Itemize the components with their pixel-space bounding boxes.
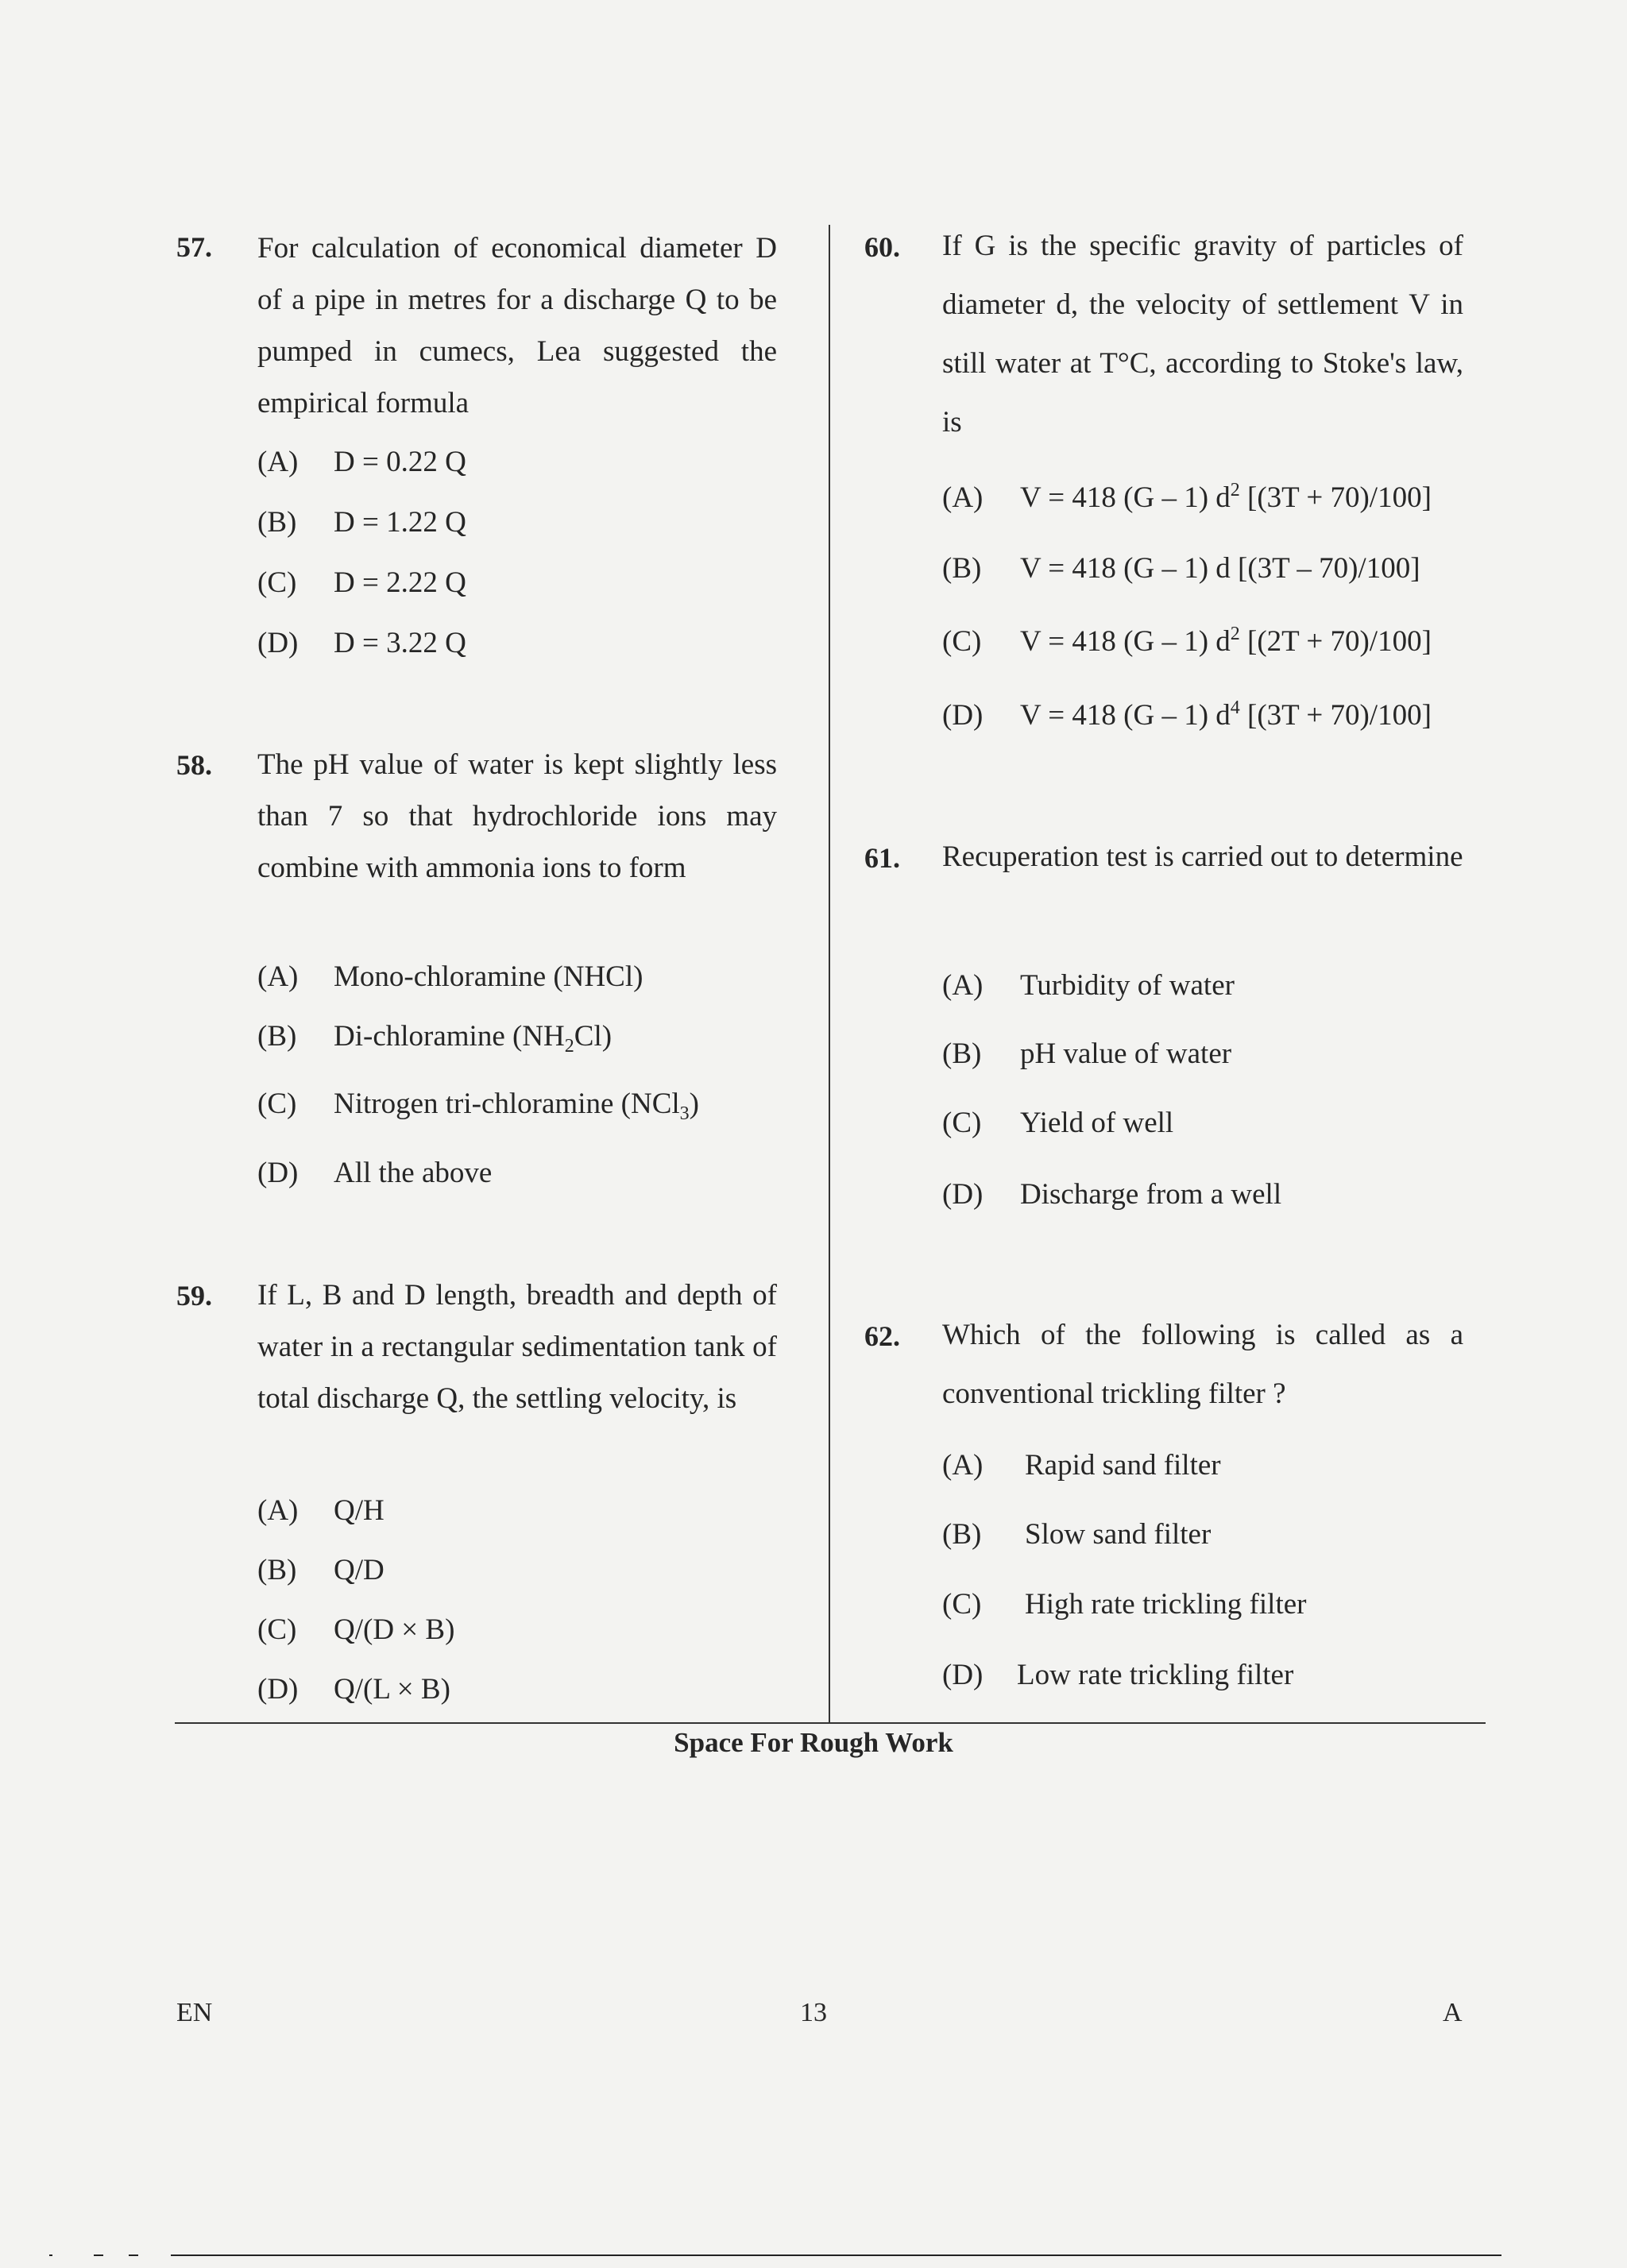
option-label: (A) — [257, 446, 299, 478]
option-label: (C) — [942, 1588, 982, 1621]
question-58-option-c — [257, 1087, 699, 1124]
scan-mark — [94, 2254, 103, 2256]
option-text: Nitrogen tri-chloramine (NCl — [334, 1088, 680, 1120]
scan-edge-line — [171, 2254, 1501, 2256]
question-57-option-b — [257, 505, 466, 539]
option-text: Q/(D × B) — [334, 1613, 455, 1646]
question-59-option-d — [257, 1672, 450, 1706]
question-60-option-d — [942, 698, 1432, 732]
option-label: (A) — [942, 1449, 984, 1482]
option-text: D = 0.22 Q — [334, 446, 466, 478]
option-text: High rate trickling filter — [1025, 1588, 1307, 1621]
option-text: Mono-chloramine (NHCl) — [334, 960, 643, 993]
column-divider — [829, 225, 830, 1722]
option-text: V = 418 (G – 1) d — [1020, 625, 1231, 658]
superscript: 4 — [1230, 697, 1240, 718]
option-text: All the above — [334, 1157, 493, 1189]
question-58-option-d — [257, 1156, 492, 1190]
option-label: (D) — [257, 627, 299, 659]
question-62-option-d — [942, 1658, 1293, 1692]
question-62-option-a — [942, 1448, 1221, 1482]
option-text: pH value of water — [1020, 1037, 1232, 1070]
question-58-option-b — [257, 1019, 613, 1057]
question-58-number: 58. — [176, 749, 212, 781]
option-text-end: Cl) — [574, 1020, 613, 1053]
option-text: Q/D — [334, 1554, 385, 1586]
series-code: A — [1443, 1998, 1463, 2027]
question-59-stem: If L, B and D length, breadth and depth of water in a rectangular sedimentation tank of total discharge Q, the settling velocity, is — [257, 1279, 777, 1415]
superscript: 2 — [1230, 624, 1240, 644]
page-number: 13 — [800, 1998, 827, 2027]
option-label: (B) — [257, 1554, 297, 1586]
option-label: (C) — [257, 566, 297, 599]
question-61-option-d — [942, 1177, 1281, 1211]
scan-mark — [49, 2254, 52, 2256]
option-label: (A) — [942, 481, 984, 514]
option-text: Di-chloramine (NH — [334, 1020, 565, 1053]
question-62-option-b — [942, 1517, 1211, 1551]
option-label: (A) — [942, 969, 984, 1002]
question-59-option-c — [257, 1613, 454, 1647]
option-label: (D) — [257, 1157, 299, 1189]
option-text: V = 418 (G – 1) d — [1020, 481, 1231, 514]
question-60-option-b — [942, 551, 1420, 585]
option-text: D = 2.22 Q — [334, 566, 466, 599]
option-label: (C) — [942, 625, 982, 658]
question-60-number: 60. — [864, 231, 900, 263]
option-label: (B) — [942, 1037, 982, 1070]
question-57-option-d — [257, 626, 466, 660]
question-58-stem: The pH value of water is kept slightly less than 7 so that hydrochloride ions may combine with ammonia ions to form — [257, 748, 777, 884]
option-text: Rapid sand filter — [1025, 1449, 1221, 1482]
option-text-end: [(3T + 70)/100] — [1239, 481, 1432, 514]
scan-mark — [129, 2254, 138, 2256]
question-57-option-a — [257, 445, 466, 479]
option-text-end: ) — [689, 1088, 699, 1120]
option-label: (D) — [942, 1178, 984, 1211]
subscript: 3 — [679, 1103, 690, 1124]
option-label: (A) — [257, 1494, 299, 1527]
question-61-option-a — [942, 968, 1235, 1003]
option-label: (B) — [942, 552, 982, 585]
question-59-option-a — [257, 1493, 385, 1528]
option-text: D = 3.22 Q — [334, 627, 466, 659]
question-61-number: 61. — [864, 842, 900, 874]
question-57-number: 57. — [176, 231, 212, 263]
question-60-option-a — [942, 481, 1432, 515]
option-label: (C) — [257, 1088, 297, 1120]
question-62-stem: Which of the following is called as a conventional trickling filter ? — [942, 1319, 1463, 1410]
option-text: Q/(L × B) — [334, 1673, 450, 1706]
option-label: (C) — [942, 1107, 982, 1139]
question-61-stem: Recuperation test is carried out to determine — [942, 840, 1463, 873]
question-61-option-c — [942, 1106, 1173, 1140]
question-59-number: 59. — [176, 1280, 212, 1312]
question-58-option-a — [257, 960, 643, 994]
option-text: Low rate trickling filter — [1017, 1659, 1294, 1691]
option-label: (B) — [257, 1020, 297, 1053]
option-text: D = 1.22 Q — [334, 506, 466, 539]
option-text: Slow sand filter — [1025, 1518, 1212, 1551]
question-60-stem: If G is the specific gravity of particles of diameter d, the velocity of settlement V in still water at T°C, according to Stoke's law, is — [942, 230, 1463, 439]
question-60-option-c — [942, 624, 1432, 659]
option-label: (D) — [942, 1659, 984, 1691]
option-text: V = 418 (G – 1) d [(3T – 70)/100] — [1020, 552, 1420, 585]
option-text-end: [(3T + 70)/100] — [1239, 699, 1432, 732]
option-label: (D) — [257, 1673, 299, 1706]
option-label: (B) — [257, 506, 297, 539]
question-62-option-c — [942, 1587, 1306, 1621]
option-text: V = 418 (G – 1) d — [1020, 699, 1231, 732]
question-57-stem: For calculation of economical diameter D of a pipe in metres for a discharge Q to be pumped in cumecs, Lea suggested the empirical formula — [257, 232, 777, 419]
option-label: (A) — [257, 960, 299, 993]
option-text: Q/H — [334, 1494, 385, 1527]
language-code: EN — [176, 1998, 213, 2027]
bottom-rule — [175, 1722, 1486, 1724]
question-57-option-c — [257, 566, 466, 600]
option-text: Turbidity of water — [1020, 969, 1235, 1002]
option-text-end: [(2T + 70)/100] — [1239, 625, 1432, 658]
superscript: 2 — [1230, 480, 1240, 500]
option-label: (D) — [942, 699, 984, 732]
option-label: (B) — [942, 1518, 982, 1551]
question-62-number: 62. — [864, 1320, 900, 1352]
subscript: 2 — [564, 1036, 574, 1057]
question-61-option-b — [942, 1037, 1231, 1071]
question-59-option-b — [257, 1553, 385, 1587]
option-text: Discharge from a well — [1020, 1178, 1282, 1211]
option-text: Yield of well — [1020, 1107, 1174, 1139]
option-label: (C) — [257, 1613, 297, 1646]
rough-work-heading: Space For Rough Work — [674, 1727, 953, 1758]
